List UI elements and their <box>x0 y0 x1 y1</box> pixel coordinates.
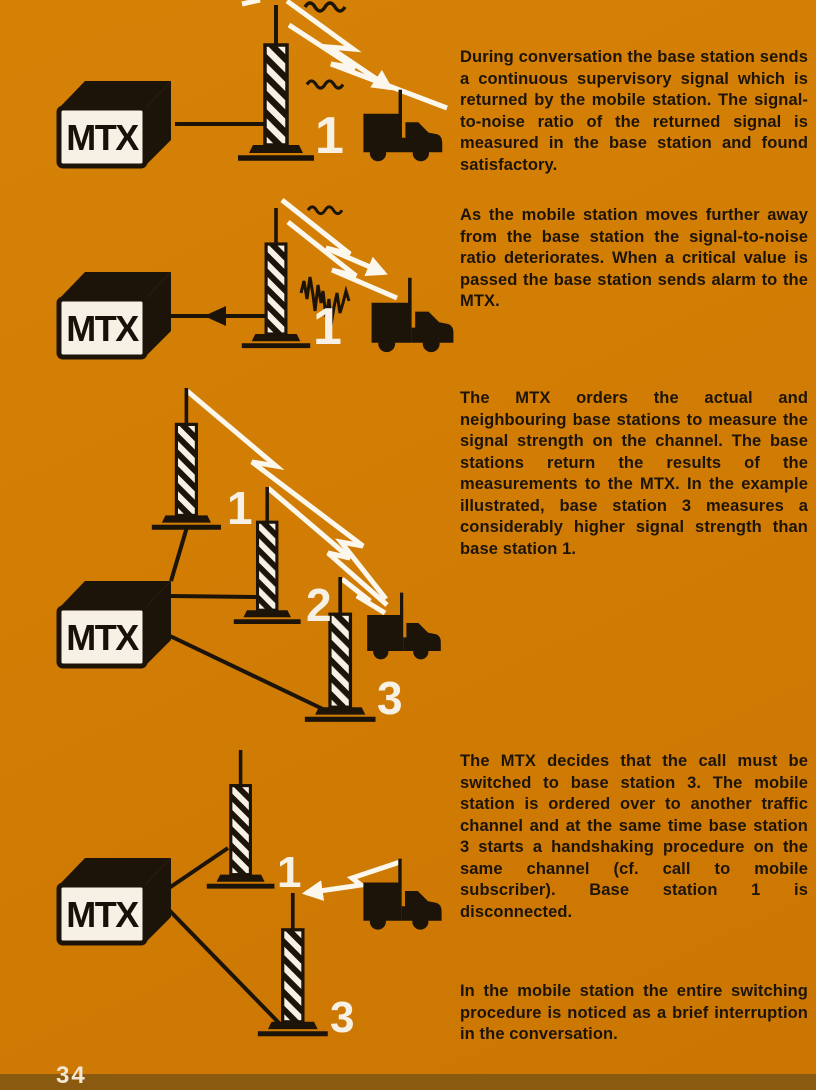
radio-signal-beam <box>289 25 447 108</box>
text-column <box>460 0 808 1074</box>
radio-wave-squiggle <box>308 207 342 214</box>
radio-signal-beam <box>287 1 390 88</box>
station-label: 1 <box>313 298 342 356</box>
para-alarm: As the mobile station moves further away from the base station the signal-to-noise ratio deteriorates. When a critical value is passed the base station sends alarm to the MTX. <box>460 206 808 310</box>
station-label: 3 <box>330 993 355 1042</box>
figure-alarm-to-mtx <box>20 192 452 364</box>
radio-signal-beam <box>186 390 386 599</box>
para-measurement: The MTX orders the actual and neighbouring base stations to measure the signal strength on the channel. The base stations return the results of the measurements to the MTX. In the example illustrated, base station 3 measures a considerably higher signal strength than base station 1. <box>460 389 808 558</box>
mtx-box <box>59 81 171 166</box>
mobile-station-truck <box>367 593 441 660</box>
station-label: 1 <box>277 848 302 897</box>
mtx-box <box>59 581 171 666</box>
para-handover: The MTX decides that the call must be switched to base station 3. The mobile station is ordered over to another traffic channel and at the same time base station 3 starts a handshaking procedure on the same channel (cf. call to mobile subscriber). Base station 1 is disconnected. <box>460 752 808 921</box>
mobile-station-truck <box>372 278 454 352</box>
radio-wave-squiggle <box>305 3 345 11</box>
mtx-box <box>59 858 171 943</box>
radio-wave-squiggle <box>307 81 343 88</box>
landline-link <box>169 910 279 1023</box>
figure-supervisory-signal <box>20 0 450 178</box>
mtx-box <box>59 272 171 357</box>
base-station-tower <box>207 750 275 886</box>
landline-link <box>170 636 327 711</box>
para-supervisory-signal: During conversation the base station sends a continuous supervisory signal which is returned by the mobile station. The signal-to-noise ratio of the returned signal is measured in the base station and found satisfactory. <box>460 48 808 174</box>
figure-signal-measurement <box>30 370 450 738</box>
radio-signal-beam <box>242 0 260 4</box>
para-interruption: In the mobile station the entire switching procedure is noticed as a brief interruption in the conversation. <box>460 982 808 1043</box>
page-number: 34 <box>56 1062 87 1089</box>
alarm-arrowhead <box>204 306 226 326</box>
landline-link <box>169 848 228 888</box>
station-label: 2 <box>306 579 332 631</box>
station-label: 1 <box>315 107 344 165</box>
base-station-tower <box>238 5 314 158</box>
figure-call-handover <box>30 740 450 1048</box>
landline-link <box>171 527 187 581</box>
station-label: 1 <box>227 482 253 534</box>
station-label: 3 <box>377 672 403 724</box>
landline-link <box>171 596 258 597</box>
